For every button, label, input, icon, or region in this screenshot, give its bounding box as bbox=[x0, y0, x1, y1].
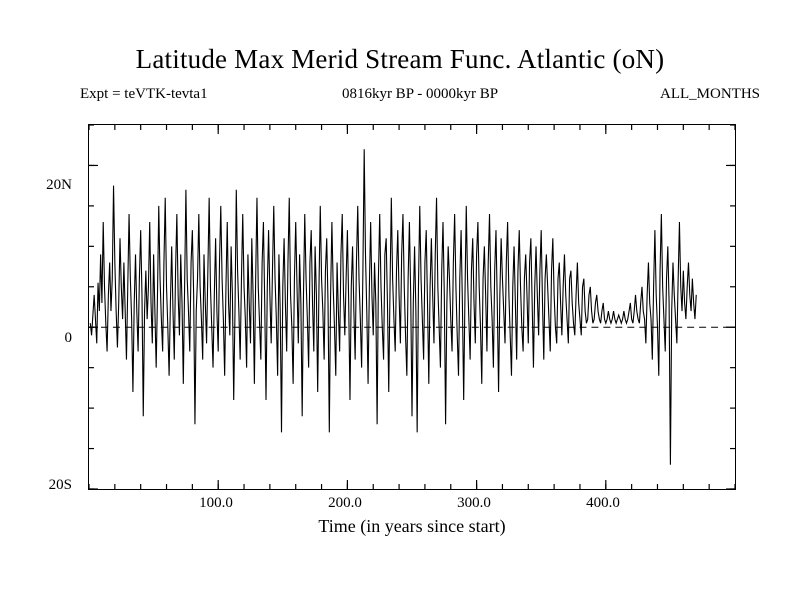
data-series-line bbox=[90, 149, 696, 464]
xtick-label-400: 400.0 bbox=[586, 495, 620, 511]
plot-area bbox=[88, 124, 736, 490]
page-title: Latitude Max Merid Stream Func. Atlantic (oN) bbox=[135, 44, 665, 74]
ytick-label-20S: 20S bbox=[48, 477, 72, 493]
chart-svg bbox=[89, 125, 735, 489]
xtick-label-100: 100.0 bbox=[199, 495, 233, 511]
months-label: ALL_MONTHS bbox=[660, 86, 760, 102]
xtick-label-300: 300.0 bbox=[457, 495, 491, 511]
ytick-label-0: 0 bbox=[64, 330, 72, 346]
ytick-label-20N: 20N bbox=[46, 177, 72, 193]
subheader bbox=[80, 86, 760, 106]
period-label: 0816kyr BP - 0000kyr BP bbox=[341, 86, 499, 102]
x-axis-title: Time (in years since start) bbox=[318, 516, 506, 536]
experiment-label: Expt = teVTK-tevta1 bbox=[80, 86, 208, 102]
xtick-label-200: 200.0 bbox=[328, 495, 362, 511]
tick-marks bbox=[89, 125, 735, 489]
